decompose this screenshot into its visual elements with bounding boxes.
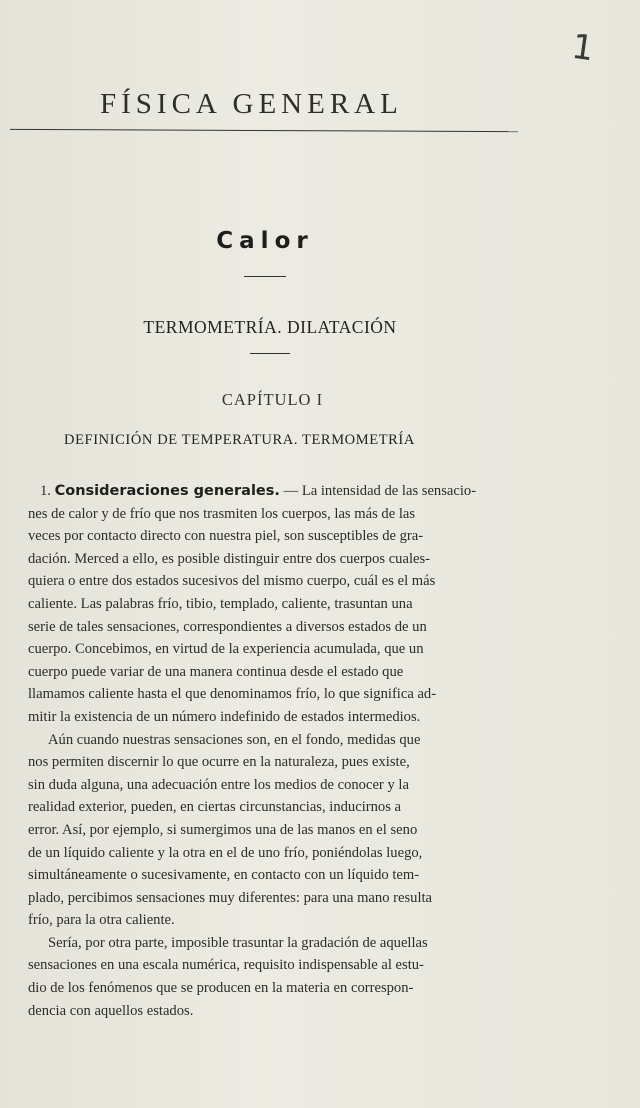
text-line: dencia con aquellos estados. <box>28 1002 194 1019</box>
text-line: Aún cuando nuestras sensaciones son, en el fondo, medidas que <box>48 731 421 748</box>
text-line: sin duda alguna, una adecuación entre los medios de conocer y la <box>28 776 409 793</box>
text-line: dio de los fenómenos que se producen en la materia en correspon- <box>28 980 414 997</box>
text-line: error. Así, por ejemplo, si sumergimos una de las manos en el seno <box>28 821 418 838</box>
section-heading: Consideraciones generales. <box>54 483 280 499</box>
text-line: veces por contacto directo con nuestra piel, son susceptibles de gra- <box>28 528 424 545</box>
section-number: 1. <box>40 483 51 499</box>
text-line: de un líquido caliente y la otra en el de uno frío, poniéndolas luego, <box>28 844 423 861</box>
subject-title: TERMOMETRÍA. DILATACIÓN <box>143 317 397 337</box>
paragraph-first-line <box>28 480 538 503</box>
section-title: Calor <box>216 228 314 254</box>
text-line: cuerpo. Concebimos, en virtud de la experiencia acumulada, que un <box>28 641 424 658</box>
text-line: mitir la existencia de un número indefinido de estados intermedios. <box>28 708 421 725</box>
chapter-label: CAPÍTULO I <box>221 390 324 409</box>
text-line: plado, percibimos sensaciones muy diferentes: para una mano resulta <box>28 889 433 906</box>
text-line: nes de calor y de frío que nos trasmiten los cuerpos, las más de las <box>28 505 416 522</box>
text-line: nos permiten discernir lo que ocurre en la naturaleza, pues existe, <box>28 754 410 771</box>
text-line: frío, para la otra caliente. <box>28 912 175 929</box>
running-head: FÍSICA GENERAL <box>100 88 403 120</box>
handwritten-page-number: 1 <box>569 26 597 70</box>
text-line: serie de tales sensaciones, correspondientes a diversos estados de un <box>28 618 427 635</box>
text-line: Sería, por otra parte, imposible trasuntar la gradación de aquellas <box>48 934 428 951</box>
text-line: caliente. Las palabras frío, tibio, templado, caliente, trasuntan una <box>28 595 413 612</box>
text-line: quiera o entre dos estados sucesivos del mismo cuerpo, cuál es el más <box>28 573 436 590</box>
text-line: llamamos caliente hasta el que denominamos frío, lo que significa ad- <box>28 686 437 703</box>
chapter-title: DEFINICIÓN DE TEMPERATURA. TERMOMETRÍA <box>64 432 415 448</box>
title-divider <box>244 276 286 277</box>
text-line: cuerpo puede variar de una manera continua desde el estado que <box>28 663 404 680</box>
paragraph-3 <box>28 932 538 1022</box>
text-line: realidad exterior, pueden, en ciertas circunstancias, inducirnos a <box>28 799 402 816</box>
body-text <box>28 480 538 1022</box>
paragraph-2 <box>28 729 538 932</box>
text-line: simultáneamente o sucesivamente, en contacto con un líquido tem- <box>28 867 420 884</box>
em-dash: — <box>283 483 299 499</box>
subject-divider <box>250 353 290 354</box>
paragraph-1 <box>28 503 538 729</box>
text-line: sensaciones en una escala numérica, requisito indispensable al estu- <box>28 957 424 974</box>
text-line: dación. Merced a ello, es posible distinguir entre dos cuerpos cuales- <box>28 550 431 567</box>
header-rule <box>10 129 518 132</box>
first-line-text: La intensidad de las sensacio- <box>301 483 477 499</box>
